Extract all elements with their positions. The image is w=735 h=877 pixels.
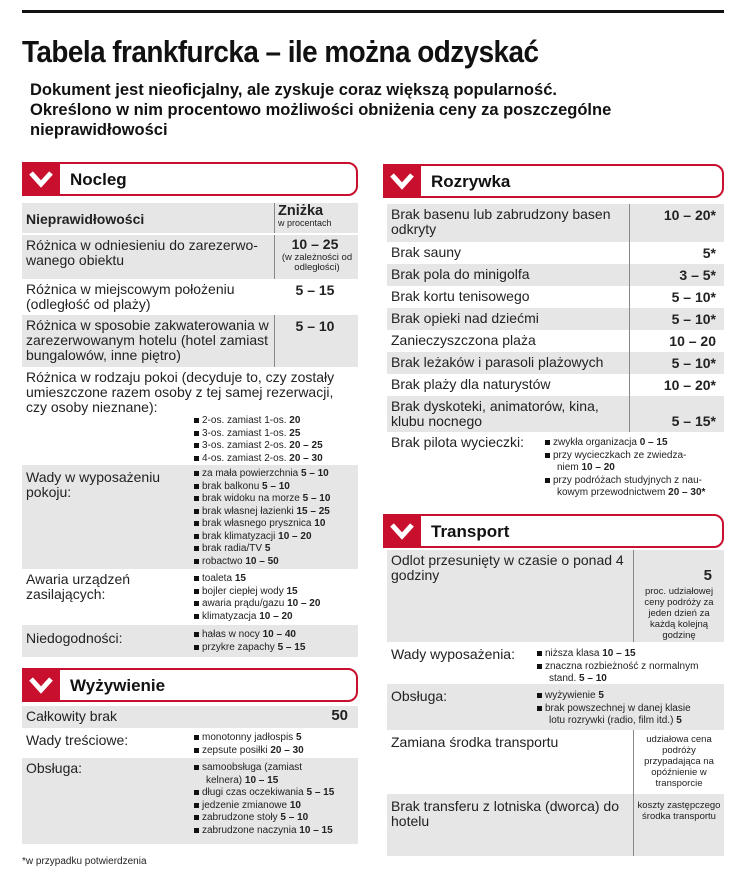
nocleg-row-niedogodnosci: Niedogodności: hałas w nocy 10 – 40 przykre zapachy 5 – 15 [22,625,358,657]
list-item [194,812,334,825]
item-text: zabrudzone naczynia [202,824,300,836]
item-text: 2-os. zamiast 1-os. [202,415,290,426]
item-value: 20 – 30 [270,744,304,756]
list-item [194,468,330,481]
item-value: 25 [289,427,301,439]
list-item [537,661,698,674]
rozrywka-row-label: Brak kortu tenisowego [391,288,530,304]
col-header: Nieprawidłowości [26,211,145,227]
subtitle-line-2: Określono w nim procentowo możliwości obniżenia ceny za poszczególne [30,101,612,119]
val-header: Zniżka w procentach [278,203,332,228]
list-item [194,775,334,788]
nocleg-row-awaria: Awaria urządzeń zasilających: toaleta 15 bojler ciepłej wody 15 awaria prądu/gazu 10 – 20 klimatyzacja 10 – 20 [26,571,321,622]
list-item [537,648,698,661]
transport-wyposazenie-list [537,648,698,686]
item-text: 3-os. zamiast 2-os. [202,440,290,451]
item-text: brak balkonu [202,480,263,492]
item-text: brak własnego prysznica [202,518,315,529]
item-text: zepsute posiłki [202,744,271,756]
rozrywka-row-value: 5* [702,245,716,261]
rozrywka-row-label: Zanieczyszczona plaża [391,332,536,348]
wady-tresciowe-list [194,732,304,757]
rozrywka-row-value: 10 – 20* [663,377,716,393]
list-item [194,586,320,599]
list-item [194,598,320,611]
list-item [545,450,705,463]
item-text: kelnera) [206,774,245,786]
item-text: klimatyzacja [202,610,260,622]
rozrywka-pilot [387,432,724,502]
rozrywka-row [387,308,724,330]
footnote: *w przypadku potwierdzenia [22,856,147,867]
item-value: 5 – 10 [280,812,309,823]
rozrywka-row [387,204,724,242]
item-value: 20 – 25 [289,440,323,451]
item-value: 10 – 20 [259,610,293,622]
transport-row-transfer: Brak transferu z lotniska (dworca) do hotelu koszty zastępczego środka transportu [387,794,724,856]
item-text: przy podróżach studyjnych z nau- [553,474,702,486]
pilot-list [545,437,705,500]
item-value: 20 [289,415,301,426]
list-item [545,487,705,500]
item-text: zwykła organizacja [553,437,640,448]
rozrywka-row-label: Brak pola do minigolfa [391,266,530,282]
pokoje-list [194,415,323,465]
chevron-down-icon [383,164,421,198]
item-value: 5 – 10 [302,493,331,504]
item-text: niższa klasa [545,648,603,659]
list-item [194,732,304,745]
item-text: za mała powierzchnia [202,468,301,479]
list-item [194,611,320,624]
chevron-down-icon [22,668,60,702]
list-item [194,428,323,441]
list-item [194,415,323,428]
item-text: zabrudzone stoły [202,812,281,823]
item-text: robactwo [202,555,246,567]
transport-row-odlot: Odlot przesunięty w czasie o ponad 4 godziny 5 proc. udziałowej ceny podróży za jeden dzień za każdą kolejną godzinę [387,550,724,642]
page-subtitle [30,80,730,140]
section-transport [383,514,724,548]
nocleg-header [22,162,358,196]
item-value: 10 – 15 [244,774,279,786]
list-item [194,745,304,758]
list-item [194,629,305,642]
rozrywka-row-label: Brak leżaków i parasoli plażowych [391,354,604,370]
section-nocleg [22,162,358,196]
page-title: Tabela frankfurcka – ile można odzyskać [22,34,539,69]
list-item [194,573,320,586]
list-item [194,556,330,569]
list-item [194,440,323,453]
item-value: 5 – 10 [300,468,329,479]
rozrywka-table [387,204,724,432]
rozrywka-row-value: 3 – 5* [679,267,716,283]
rozrywka-row-value: 5 – 15* [671,413,716,429]
rozrywka-row-value: 10 – 20 [669,333,716,349]
transport-title: Transport [431,522,510,541]
item-text: monotonny jadłospis [202,732,296,743]
item-text: brak klimatyzacji [202,530,279,542]
item-text: przy wycieczkach ze zwiedza- [553,449,687,461]
item-value: 5 [264,543,271,554]
item-value: 10 [314,518,326,529]
nocleg-row-polozenie: Różnica w miejscowym położeniu (odległość od plaży) 5 – 15 [26,281,335,312]
item-text: stand. [549,673,580,684]
transport-header [383,514,724,548]
item-text: jedzenie zmianowe [202,799,290,811]
rozrywka-row-label: Brak opieki nad dziećmi [391,310,539,326]
item-text: toaleta [202,573,235,584]
rozrywka-row-label: Brak plaży dla naturystów [391,376,551,392]
list-item [194,800,334,813]
item-text: hałas w nocy [202,629,263,640]
rozrywka-row [387,330,724,352]
item-text: długi czas oczekiwania [202,787,307,798]
rozrywka-row-label: Brak sauny [391,244,462,260]
rozrywka-row-value: 5 – 10* [671,355,716,371]
nocleg-row-obiekt: Różnica w odniesieniu do zarezerwo-wanego obiektu 10 – 25 (w zależności od odległości) [22,235,358,279]
nocleg-table [22,203,358,657]
item-text: lotu rozrywki (radio, film itd.) [549,715,677,726]
item-value: 20 – 30 [289,452,323,464]
rozrywka-row-value: 5 – 10* [671,289,716,305]
rozrywka-row-label: Brak dyskoteki, animatorów, kina, klubu nocnego [391,398,599,429]
top-rule [22,10,724,13]
item-value: 15 – 25 [296,505,330,517]
wyzywienie-table [22,706,358,844]
subtitle-line-3: nieprawidłowości [30,121,168,139]
item-value: 10 – 50 [245,555,279,567]
awaria-list [194,573,320,623]
list-item [194,493,330,506]
list-item [194,531,330,544]
nocleg-row-zakwaterowanie: Różnica w sposobie zakwaterowania w zarezerwowanym hotelu (hotel zamiast bungalowów, inne piętro) 5 – 10 [22,315,358,367]
item-text: wyżywienie [545,690,599,701]
wyzywienie-row-brak: Całkowity brak 50 [22,706,358,728]
rozrywka-row-value: 10 – 20* [663,207,716,223]
section-wyzywienie [22,668,358,702]
wyposazenie-list [194,468,330,568]
item-text: awaria prądu/gazu [202,598,288,609]
niedogodnosci-list [194,629,305,654]
list-item [194,518,330,531]
chevron-down-icon [22,162,60,196]
nocleg-row-pokoje: Różnica w rodzaju pokoi (decyduje to, czy zostały umieszczone razem osoby z tej samej rezerwacji, czy osoby nieznane): 2-os. zamiast 1-os. 20 3-os. zamiast 1-os. 25 3-os. zamiast 2-os. 20 – 25 4-os. zamiast 2-os. 20 – 30 [26,369,335,464]
nocleg-title: Nocleg [70,170,127,189]
rozrywka-row [387,286,724,308]
list-item [194,642,305,655]
pilot-row: Brak pilota wycieczki: zwykła organizacja 0 – 15 przy wycieczkach ze zwiedza- niem 10 – 20 przy podróżach studyjnych z nau- kowym przewodnictwem 20 – 30* [391,434,706,498]
item-value: 5 – 10 [262,480,290,492]
item-text: brak powszechnej w danej klasie [545,702,691,714]
list-item [545,462,705,475]
list-item [194,762,334,775]
rozrywka-row [387,396,724,432]
list-item [194,481,330,494]
item-value: 20 – 30* [668,487,706,498]
transport-row-obsluga: Obsługa: wyżywienie 5 brak powszechnej w danej klasie lotu rozrywki (radio, film itd.) 5 [387,684,724,730]
item-value: 5 [598,690,604,701]
item-value: 10 [289,799,301,811]
item-value: 5 – 10 [579,673,607,684]
chevron-down-icon [383,514,421,548]
nocleg-header-row [22,203,358,233]
transport-table [387,550,724,856]
item-value: 5 – 15 [277,641,306,653]
rozrywka-header [383,164,724,198]
item-value: 5 – 15 [306,787,335,798]
item-text: niem [557,462,582,473]
item-value: 10 – 15 [602,648,636,659]
subtitle-line-1: Dokument jest nieoficjalny, ale zyskuje coraz większą popularność. [30,81,557,99]
item-text: brak radia/TV [202,543,265,554]
rozrywka-title: Rozrywka [431,172,511,191]
item-value: 15 [234,573,246,584]
item-text: 4-os. zamiast 2-os. [202,452,290,464]
rozrywka-row [387,352,724,374]
item-value: 10 – 20 [287,598,321,609]
wyzywienie-row-obsluga: Obsługa: samoobsługa (zamiast kelnera) 10 – 15 długi czas oczekiwania 5 – 15 jedzenie zmianowe 10 zabrudzone stoły 5 – 10 zabrudzone naczynia 10 – 15 [22,758,358,844]
rozrywka-row [387,264,724,286]
wyzywienie-row-wady: Wady treściowe: monotonny jadłospis 5 zepsute posiłki 20 – 30 [26,732,304,756]
list-item [545,437,705,450]
item-value: 10 – 20 [581,462,615,473]
list-item [194,543,330,556]
rozrywka-row [387,242,724,264]
wyzywienie-title: Wyżywienie [70,676,166,695]
list-item [537,690,691,703]
list-item [194,453,323,466]
item-text: znaczna rozbieżność z normalnym [545,660,699,672]
transport-row-zamiana: Zamiana środka transportu udziałowa cena podróży przypadająca na opóźnienie w transporcie [387,730,724,794]
nocleg-row-wyposazenie: Wady w wyposażeniu pokoju: za mała powierzchnia 5 – 10 brak balkonu 5 – 10 brak widoku na morze 5 – 10 brak własnej łazienki 15 – 25 brak własnego prysznica 10 brak klimatyzacji 10 – 20 brak radia/TV 5 robactwo 10 – 50 [22,465,358,569]
transport-row-wyposazenie: Wady wyposażenia: niższa klasa 10 – 15 znaczna rozbieżność z normalnym stand. 5 – 10 [391,646,699,684]
item-text: kowym przewodnictwem [557,487,669,498]
item-text: brak własnej łazienki [202,505,297,517]
item-value: 15 [286,585,298,597]
rozrywka-row-label: Brak basenu lub zabrudzony basen odkryty [391,206,611,237]
list-item [194,506,330,519]
list-item [537,703,691,716]
item-text: bojler ciepłej wody [202,585,287,597]
item-value: 5 [676,715,682,726]
item-value: 10 – 20 [278,530,312,542]
obsluga-list [194,762,334,837]
item-value: 5 [295,732,302,743]
item-value: 10 – 40 [262,629,296,640]
section-rozrywka [383,164,724,198]
item-text: brak widoku na morze [202,493,303,504]
list-item [194,787,334,800]
item-value: 10 – 15 [299,824,333,836]
list-item [194,825,334,838]
item-text: samoobsługa (zamiast [202,762,303,773]
list-item [537,715,691,728]
item-text: przykre zapachy [202,641,278,653]
wyzywienie-header [22,668,358,702]
rozrywka-row [387,374,724,396]
rozrywka-row-value: 5 – 10* [671,311,716,327]
item-value: 0 – 15 [639,437,668,448]
transport-obsluga-list [537,690,691,728]
list-item [545,475,705,488]
item-text: 3-os. zamiast 1-os. [202,427,290,439]
